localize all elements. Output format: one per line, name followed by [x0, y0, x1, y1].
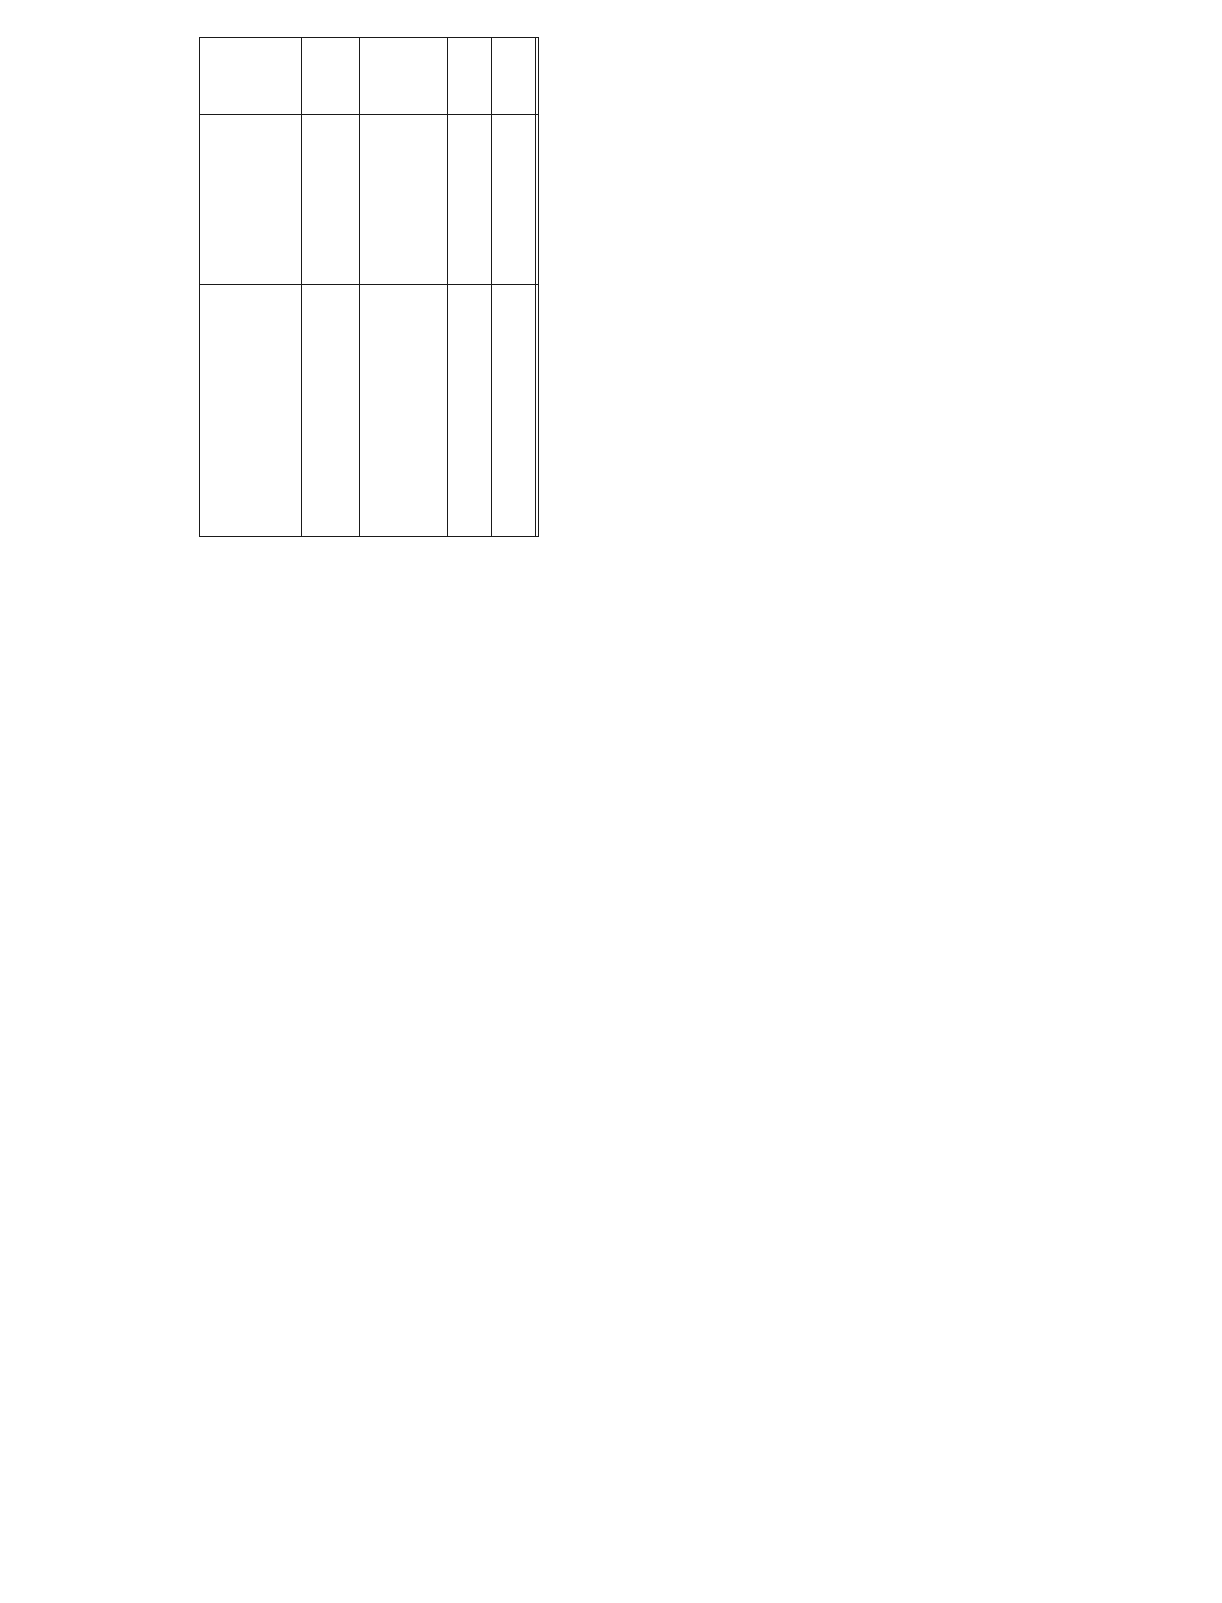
wail-flash-table	[229, 37, 639, 537]
